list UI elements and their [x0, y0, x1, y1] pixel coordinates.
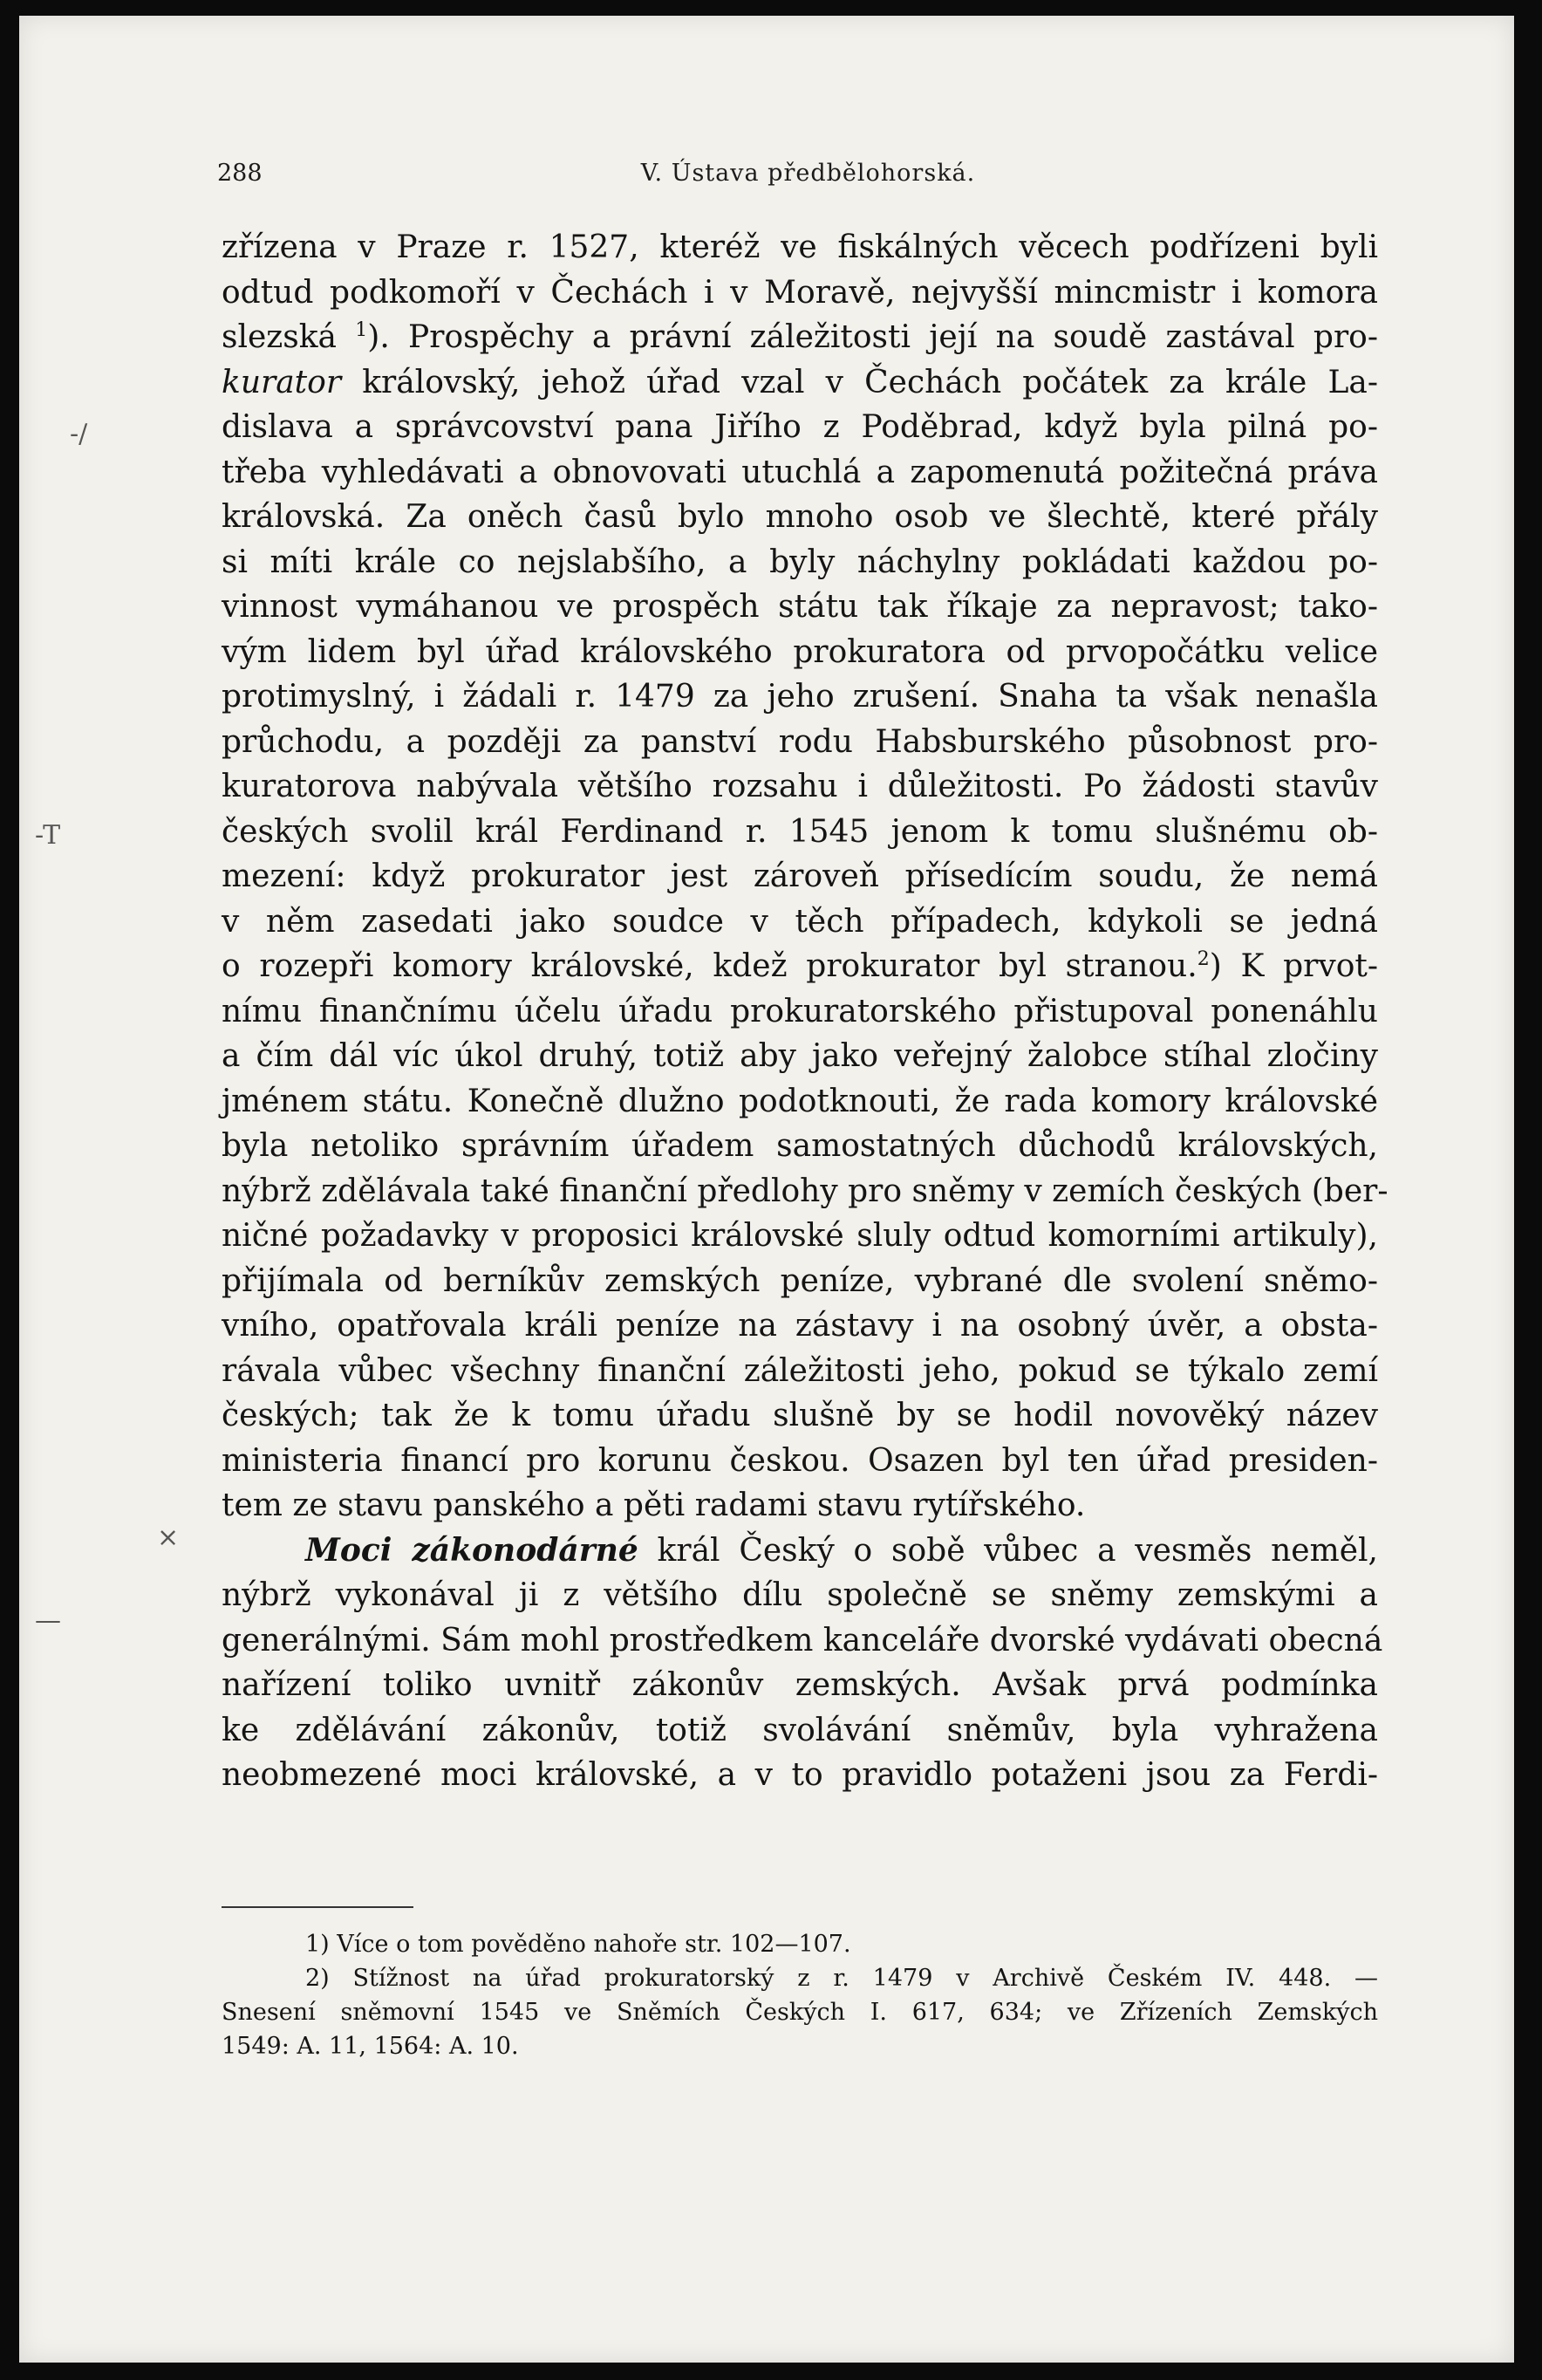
footnote-rule — [222, 1906, 413, 1908]
running-title: V. Ústava předbělohorská. — [640, 160, 976, 187]
margin-mark: — — [35, 1605, 61, 1636]
text-line: kuratorova nabývala většího rozsahu i důležitosti. Po žádosti stavův — [222, 769, 1378, 804]
text-line: protimyslný, i žádali r. 1479 za jeho zrušení. Snaha ta však nenašla — [222, 679, 1378, 715]
italic-heading: Moci zákonodárné — [305, 1531, 638, 1569]
margin-mark: -T — [35, 820, 61, 851]
text-line: ministeria financí pro korunu českou. Osazen byl ten úřad presiden- — [222, 1442, 1378, 1479]
page-header — [217, 160, 1399, 195]
text-line: vinnost vymáhanou ve prospěch státu tak říkaje za nepravost; tako- — [222, 589, 1378, 625]
text-line: českých; tak že k tomu úřadu slušně by se hodil novověký název — [222, 1398, 1378, 1433]
text-segment: slezská — [222, 319, 356, 355]
footnote-line: 2) Stížnost na úřad prokuratorský z r. 1479 v Archivě Českém IV. 448. — — [305, 1965, 1378, 1992]
text-line: třeba vyhledávati a obnovovati utuchlá a zapomenutá požitečná práva — [222, 454, 1378, 490]
text-line: jménem státu. Konečně dlužno podotknouti, že rada komory královské — [222, 1083, 1378, 1119]
page-number: 288 — [217, 160, 263, 187]
text-line: královská. Za oněch časů bylo mnoho osob ve šlechtě, které přály — [222, 499, 1378, 535]
margin-mark: -/ — [70, 419, 88, 449]
text-line: rávala vůbec všechny finanční záležitosti jeho, pokud se týkalo zemí — [222, 1352, 1378, 1389]
text-line: a čím dál víc úkol druhý, totiž aby jako veřejný žalobce stíhal zločiny — [222, 1038, 1378, 1074]
text-line: nýbrž zdělávala také finanční předlohy pro sněmy v zemích českých (ber- — [222, 1173, 1388, 1209]
text-line — [222, 944, 1378, 989]
text-line — [222, 315, 1378, 360]
text-line: byla netoliko správním úřadem samostatných důchodů královských, — [222, 1128, 1378, 1164]
text-line: dislava a správcovství pana Jiřího z Poděbrad, když byla pilná po- — [222, 409, 1378, 445]
text-line: zřízena v Praze r. 1527, kteréž ve fiskálných věcech podřízeni byli — [222, 229, 1378, 265]
text-line: vního, opatřovala králi peníze na zástavy i na osobný úvěr, a obsta- — [222, 1308, 1378, 1344]
text-line: si míti krále co nejslabšího, a byly náchylny pokládati každou po- — [222, 544, 1378, 580]
text-line: generálnými. Sám mohl prostředkem kanceláře dvorské vydávati obecná — [222, 1622, 1383, 1658]
footnotes — [222, 1927, 1378, 2063]
text-line: mezení: když prokurator jest zároveň přísedícím soudu, že nemá — [222, 858, 1378, 894]
text-segment: o rozepři komory královské, kdež prokurator byl stranou. — [222, 948, 1197, 984]
text-segment: královský, jehož úřad vzal v Čechách počátek za krále La- — [341, 364, 1378, 400]
margin-mark: × — [157, 1522, 180, 1553]
body-text — [222, 225, 1388, 1798]
footnote-line: 1549: A. 11, 1564: A. 10. — [222, 2033, 519, 2060]
text-line: v něm zasedati jako soudce v těch případech, kdykoli se jedná — [222, 903, 1378, 940]
text-line: nařízení toliko uvnitř zákonův zemských. Avšak prvá podmínka — [222, 1667, 1378, 1703]
text-line: odtud podkomoří v Čechách i v Moravě, nejvyšší mincmistr i komora — [222, 274, 1378, 311]
text-segment: král Český o sobě vůbec a vesměs neměl, — [638, 1532, 1378, 1569]
text-segment: ) K prvot- — [1209, 948, 1379, 984]
text-line: vým lidem byl úřad královského prokuratora od prvopočátku velice — [222, 633, 1378, 670]
text-line: ke zdělávání zákonův, totiž svolávání sněmův, byla vyhražena — [222, 1712, 1378, 1748]
footnote-line: 1) Více o tom pověděno nahoře str. 102—107. — [305, 1931, 851, 1958]
text-line: českých svolil král Ferdinand r. 1545 jenom k tomu slušnému ob- — [222, 813, 1378, 850]
text-line: přijímala od berníkův zemských peníze, vybrané dle svolení sněmo- — [222, 1262, 1378, 1299]
text-line: tem ze stavu panského a pěti radami stavu rytířského. — [222, 1488, 1086, 1523]
footnote-line: Snesení sněmovní 1545 ve Sněmích Českých I. 617, 634; ve Zřízeních Zemských — [222, 1999, 1378, 2026]
footnote-ref-2: 2 — [1197, 948, 1210, 970]
text-line: ničné požadavky v proposici královské sluly odtud komorními artikuly), — [222, 1218, 1378, 1254]
text-line: průchodu, a později za panství rodu Habsburského působnost pro- — [222, 723, 1378, 760]
text-segment: ). Prospěchy a právní záležitosti její na soudě zastával pro- — [367, 319, 1378, 355]
italic-term: kurator — [222, 364, 342, 400]
text-line: nímu finančnímu účelu úřadu prokuratorského přistupoval ponenáhlu — [222, 993, 1378, 1029]
footnote-ref-1: 1 — [355, 319, 368, 341]
text-line: neobmezené moci královské, a v to pravidlo potaženi jsou za Ferdi- — [222, 1757, 1378, 1793]
text-line — [222, 360, 1378, 406]
text-line — [222, 1529, 1378, 1574]
text-line: nýbrž vykonával ji z většího dílu společně se sněmy zemskými a — [222, 1577, 1378, 1613]
